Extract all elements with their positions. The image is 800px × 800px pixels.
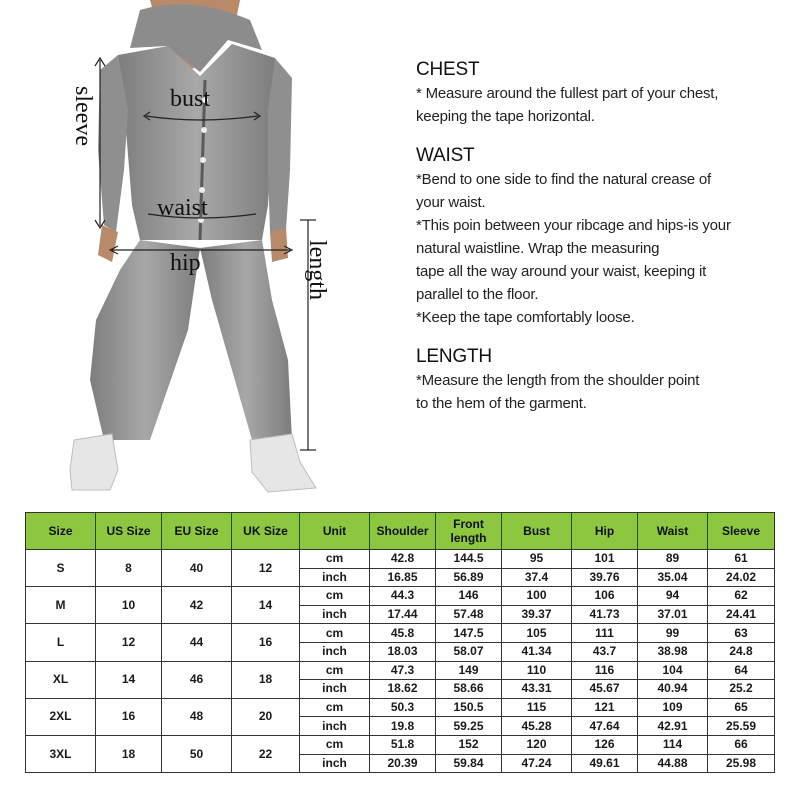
column-header: Sleeve — [708, 513, 775, 550]
size-cell-us: 10 — [96, 587, 162, 624]
table-cell: 37.4 — [502, 568, 572, 587]
table-cell: 19.8 — [370, 717, 436, 736]
table-cell: 104 — [638, 661, 708, 680]
size-cell-uk: 18 — [232, 661, 300, 698]
table-cell: inch — [300, 642, 370, 661]
table-cell: cm — [300, 624, 370, 643]
size-cell-size: XL — [26, 661, 96, 698]
table-cell: 116 — [572, 661, 638, 680]
size-cell-eu: 46 — [162, 661, 232, 698]
column-header: Front length — [436, 513, 502, 550]
column-header: EU Size — [162, 513, 232, 550]
table-cell: 37.01 — [638, 605, 708, 624]
waist-line: natural waistline. Wrap the measuring — [416, 240, 660, 257]
length-section — [416, 345, 800, 415]
bust-label: bust — [170, 86, 211, 112]
column-header: Shoulder — [370, 513, 436, 550]
table-cell: 35.04 — [638, 568, 708, 587]
table-cell: 47.64 — [572, 717, 638, 736]
table-cell: 110 — [502, 661, 572, 680]
size-cell-uk: 12 — [232, 550, 300, 587]
table-row — [26, 698, 775, 717]
size-cell-size: L — [26, 624, 96, 661]
size-cell-uk: 16 — [232, 624, 300, 661]
table-cell: 24.02 — [708, 568, 775, 587]
table-cell: 17.44 — [370, 605, 436, 624]
table-cell: 147.5 — [436, 624, 502, 643]
table-cell: 144.5 — [436, 550, 502, 569]
table-row — [26, 550, 775, 569]
table-cell: inch — [300, 568, 370, 587]
table-cell: 63 — [708, 624, 775, 643]
table-cell: cm — [300, 550, 370, 569]
table-cell: 45.8 — [370, 624, 436, 643]
column-header: Bust — [502, 513, 572, 550]
chest-line: * Measure around the fullest part of your chest, — [416, 85, 719, 102]
size-cell-eu: 48 — [162, 698, 232, 735]
table-cell: 99 — [638, 624, 708, 643]
table-cell: 41.34 — [502, 642, 572, 661]
table-row — [26, 624, 775, 643]
table-cell: 105 — [502, 624, 572, 643]
waist-section — [416, 144, 800, 329]
table-cell: 94 — [638, 587, 708, 606]
table-cell: inch — [300, 605, 370, 624]
length-line: *Measure the length from the shoulder point — [416, 372, 700, 389]
table-cell: 50.3 — [370, 698, 436, 717]
table-cell: 95 — [502, 550, 572, 569]
size-cell-eu: 50 — [162, 735, 232, 772]
table-cell: 109 — [638, 698, 708, 717]
table-cell: 149 — [436, 661, 502, 680]
table-cell: 51.8 — [370, 735, 436, 754]
table-cell: 106 — [572, 587, 638, 606]
waist-line: *This poin between your ribcage and hips-is your — [416, 217, 731, 234]
waist-line: parallel to the floor. — [416, 286, 539, 303]
table-cell: inch — [300, 717, 370, 736]
table-cell: 18.03 — [370, 642, 436, 661]
table-cell: 44.3 — [370, 587, 436, 606]
table-cell: 111 — [572, 624, 638, 643]
length-line: to the hem of the garment. — [416, 395, 587, 412]
table-cell: 39.76 — [572, 568, 638, 587]
length-label: length — [304, 240, 330, 300]
table-cell: 57.48 — [436, 605, 502, 624]
size-cell-us: 18 — [96, 735, 162, 772]
table-cell: 20.39 — [370, 754, 436, 773]
table-cell: 16.85 — [370, 568, 436, 587]
table-cell: 41.73 — [572, 605, 638, 624]
table-cell: 64 — [708, 661, 775, 680]
table-row — [26, 587, 775, 606]
table-cell: 100 — [502, 587, 572, 606]
waist-label: waist — [157, 195, 208, 221]
size-chart-table — [25, 512, 775, 773]
table-cell: 150.5 — [436, 698, 502, 717]
column-header: Hip — [572, 513, 638, 550]
table-cell: 59.25 — [436, 717, 502, 736]
column-header: Size — [26, 513, 96, 550]
table-row — [26, 735, 775, 754]
table-cell: 47.3 — [370, 661, 436, 680]
table-cell: 39.37 — [502, 605, 572, 624]
table-row — [26, 661, 775, 680]
table-cell: 38.98 — [638, 642, 708, 661]
size-cell-eu: 40 — [162, 550, 232, 587]
table-header-row — [26, 513, 775, 550]
size-cell-uk: 22 — [232, 735, 300, 772]
table-cell: 101 — [572, 550, 638, 569]
size-cell-eu: 42 — [162, 587, 232, 624]
waist-line: *Keep the tape comfortably loose. — [416, 309, 635, 326]
table-cell: 40.94 — [638, 680, 708, 699]
table-cell: 43.7 — [572, 642, 638, 661]
table-cell: cm — [300, 587, 370, 606]
waist-line: *Bend to one side to find the natural crease of — [416, 171, 711, 188]
table-cell: inch — [300, 680, 370, 699]
table-cell: 66 — [708, 735, 775, 754]
size-cell-size: 3XL — [26, 735, 96, 772]
chest-line: keeping the tape horizontal. — [416, 108, 595, 125]
size-cell-eu: 44 — [162, 624, 232, 661]
table-cell: 45.67 — [572, 680, 638, 699]
table-cell: 45.28 — [502, 717, 572, 736]
column-header: US Size — [96, 513, 162, 550]
table-cell: cm — [300, 661, 370, 680]
table-cell: 42.91 — [638, 717, 708, 736]
table-cell: 59.84 — [436, 754, 502, 773]
hip-label: hip — [170, 250, 201, 276]
sleeve-label: sleeve — [70, 86, 96, 146]
size-cell-us: 16 — [96, 698, 162, 735]
table-cell: 42.8 — [370, 550, 436, 569]
table-cell: 121 — [572, 698, 638, 717]
table-cell: 44.88 — [638, 754, 708, 773]
size-cell-us: 12 — [96, 624, 162, 661]
table-cell: 61 — [708, 550, 775, 569]
table-cell: 58.07 — [436, 642, 502, 661]
table-cell: 65 — [708, 698, 775, 717]
table-cell: 58.66 — [436, 680, 502, 699]
table-cell: 126 — [572, 735, 638, 754]
table-cell: 25.98 — [708, 754, 775, 773]
waist-line: your waist. — [416, 194, 486, 211]
table-cell: 62 — [708, 587, 775, 606]
size-cell-us: 8 — [96, 550, 162, 587]
table-cell: 25.59 — [708, 717, 775, 736]
size-cell-uk: 14 — [232, 587, 300, 624]
table-cell: 89 — [638, 550, 708, 569]
waist-line: tape all the way around your waist, keeping it — [416, 263, 707, 280]
size-cell-us: 14 — [96, 661, 162, 698]
column-header: UK Size — [232, 513, 300, 550]
table-cell: 47.24 — [502, 754, 572, 773]
garment-figure — [0, 0, 400, 500]
table-cell: 120 — [502, 735, 572, 754]
table-cell: 152 — [436, 735, 502, 754]
chest-section — [416, 58, 800, 128]
table-cell: 25.2 — [708, 680, 775, 699]
table-cell: 24.8 — [708, 642, 775, 661]
table-body — [26, 550, 775, 773]
table-cell: 114 — [638, 735, 708, 754]
table-cell: cm — [300, 735, 370, 754]
measurement-instructions — [416, 58, 800, 431]
table-cell: 18.62 — [370, 680, 436, 699]
table-cell: 49.61 — [572, 754, 638, 773]
table-cell: 56.89 — [436, 568, 502, 587]
table-cell: 146 — [436, 587, 502, 606]
size-cell-size: S — [26, 550, 96, 587]
length-title: LENGTH — [416, 346, 492, 367]
waist-title: WAIST — [416, 145, 475, 166]
table-cell: 43.31 — [502, 680, 572, 699]
chest-title: CHEST — [416, 59, 480, 80]
size-cell-size: 2XL — [26, 698, 96, 735]
size-cell-uk: 20 — [232, 698, 300, 735]
column-header: Unit — [300, 513, 370, 550]
table-cell: 115 — [502, 698, 572, 717]
table-cell: inch — [300, 754, 370, 773]
table-cell: cm — [300, 698, 370, 717]
size-cell-size: M — [26, 587, 96, 624]
column-header: Waist — [638, 513, 708, 550]
table-cell: 24.41 — [708, 605, 775, 624]
